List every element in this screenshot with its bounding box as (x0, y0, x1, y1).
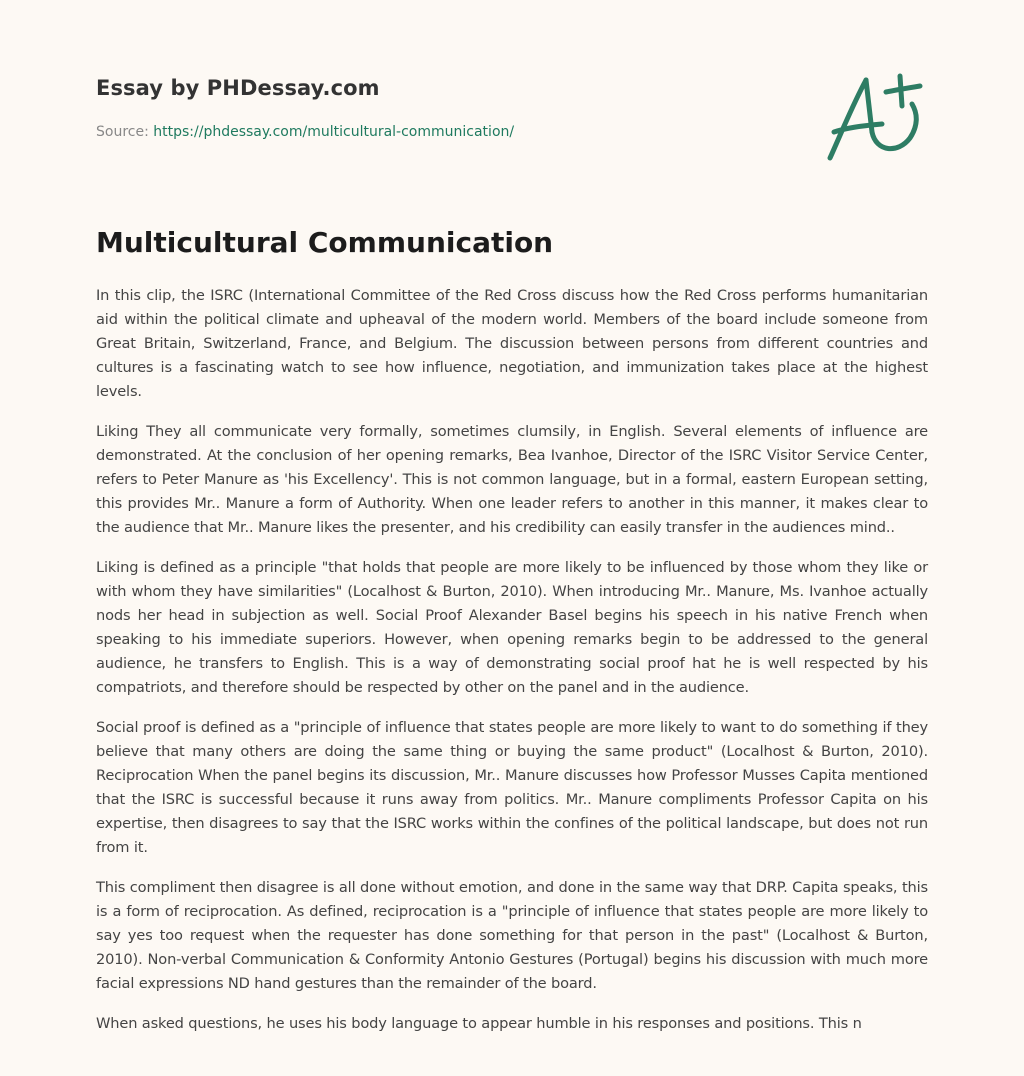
source-line (96, 124, 514, 140)
essay-paragraph: In this clip, the ISRC (International Committee of the Red Cross discuss how the Red Cross performs humanitarian aid within the political climate and upheaval of the modern world. Members of the board include someone from Great Britain, Switzerland, France, and Belgium. The discussion between persons from different countries and cultures is a fascinating watch to see how influence, negotiation, and immunization takes place at the highest levels. (96, 287, 928, 400)
source-label: Source: (96, 124, 149, 140)
essay-title: Multicultural Communication (96, 226, 554, 259)
essay-paragraph: This compliment then disagree is all done without emotion, and done in the same way that DRP. Capita speaks, this is a form of reciprocation. As defined, reciprocation is a "principle of influence that states people are more likely to say yes too request when the requester has done something for that person in the past" (Localhost & Burton, 2010). Non-verbal Communication & Conformity Antonio Gestures (Portugal) begins his discussion with much more facial expressions ND hand gestures than the remainder of the board. (96, 879, 928, 992)
essay-paragraph-truncated: When asked questions, he uses his body language to appear humble in his responses and positions. This n (96, 1015, 862, 1032)
site-title: Essay by PHDessay.com (96, 76, 380, 100)
page-header (96, 0, 928, 200)
essay-paragraph: Liking is defined as a principle "that holds that people are more likely to be influenced by those whom they like or with whom they have similarities" (Localhost & Burton, 2010). When introducing Mr.. Manure, Ms. Ivanhoe actually nods her head in subjection as well. Social Proof Alexander Basel begins his speech in his native French when speaking to his immediate superiors. However, when opening remarks begin to be addressed to the general audience, he transfers to English. This is a way of demonstrating social proof hat he is well respected by his compatriots, and therefore should be respected by other on the panel and in the audience. (96, 559, 928, 696)
source-link[interactable]: https://phdessay.com/multicultural-communication/ (153, 124, 515, 140)
essay-paragraph: Social proof is defined as a "principle of influence that states people are more likely to want to do something if they believe that many others are doing the same thing or buying the same product" (Localhost & Burton, 2010). Reciprocation When the panel begins its discussion, Mr.. Manure discusses how Professor Musses Capita mentioned that the ISRC is successful because it runs away from politics. Mr.. Manure compliments Professor Capita on his expertise, then disagrees to say that the ISRC works within the confines of the political landscape, but does not run from it. (96, 719, 928, 856)
essay-page (96, 0, 928, 1032)
essay-body (96, 284, 928, 1052)
essay-paragraph: Liking They all communicate very formally, sometimes clumsily, in English. Several elements of influence are demonstrated. At the conclusion of her opening remarks, Bea Ivanhoe, Director of the ISRC Visitor Service Center, refers to Peter Manure as 'his Excellency'. This is not common language, but in a formal, eastern European setting, this provides Mr.. Manure a form of Authority. When one leader refers to another in this manner, it makes clear to the audience that Mr.. Manure likes the presenter, and his credibility can easily transfer in the audiences mind.. (96, 423, 928, 536)
a-plus-logo-icon (820, 66, 930, 166)
